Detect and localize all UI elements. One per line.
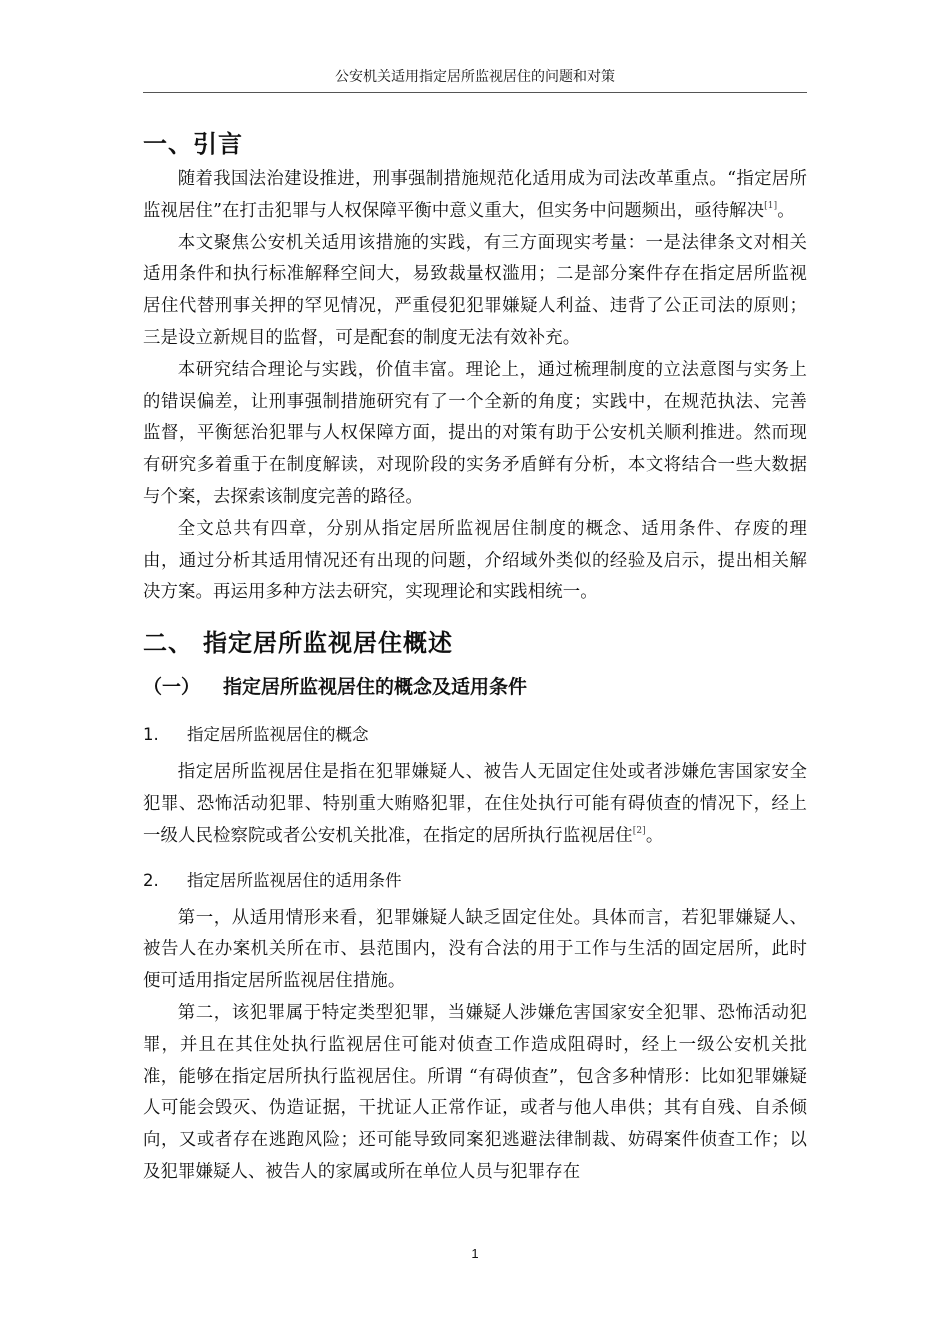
item-heading-concept	[143, 713, 807, 757]
paragraph: 随着我国法治建设推进，刑事强制措施规范化适用成为司法改革重点。“指定居所监视居住”在打击犯罪与人权保障平衡中意义重大，但实务中问题频出，亟待解决[1]。	[143, 169, 807, 221]
paragraph: 本文聚焦公安机关适用该措施的实践，有三方面现实考量：一是法律条文对相关适用条件和执行标准解释空间大，易致裁量权滥用；二是部分案件存在指定居所监视居住代替刑事关押的罕见情况，严重侵犯犯罪嫌疑人利益、违背了公正司法的原则；三是设立新规目的监督，可是配套的制度无法有效补充。	[143, 232, 807, 348]
citation-ref: [1]	[764, 200, 778, 211]
document-body	[143, 124, 807, 1189]
paragraph: 本研究结合理论与实践，价值丰富。理论上，通过梳理制度的立法意图与实务上的错误偏差，让刑事强制措施研究有了一个全新的角度；实践中，在规范执法、完善监督，平衡惩治犯罪与人权保障方面，提出的对策有助于公安机关顺利推进。然而现有研究多着重于在制度解读，对现阶段的实务矛盾鲜有分析，本文将结合一些大数据与个案，去探索该制度完善的路径。	[143, 359, 807, 507]
section-number: 二、	[143, 629, 193, 658]
citation-ref: [2]	[632, 825, 646, 836]
paragraph: 全文总共有四章，分别从指定居所监视居住制度的概念、适用条件、存废的理由，通过分析其适用情况还有出现的问题，介绍域外类似的经验及启示，提出相关解决方案。再运用多种方法去研究，实现理论和实践相统一。	[143, 518, 807, 603]
subsection-heading	[143, 665, 807, 709]
subsection-title: 指定居所监视居住的概念及适用条件	[223, 676, 528, 699]
page-number: 1	[471, 1246, 479, 1261]
paragraph: 第二，该犯罪属于特定类型犯罪，当嫌疑人涉嫌危害国家安全犯罪、恐怖活动犯罪，并且在其住处执行监视居住可能对侦查工作造成阻碍时，经上一级公安机关批准，能够在指定居所执行监视居住。所谓 “有碍侦查”，包含多种情形：比如犯罪嫌疑人可能会毁灭、伪造证据，干扰证人正常作证，或者与他人串供；其有自残、自杀倾向，又或者存在逃跑风险；还可能导致同案犯逃避法律制裁、妨碍案件侦查工作；以及犯罪嫌疑人、被告人的家属或所在单位人员与犯罪存在	[143, 1002, 807, 1182]
section-heading-overview	[143, 623, 807, 663]
paragraph: 指定居所监视居住是指在犯罪嫌疑人、被告人无固定住处或者涉嫌危害国家安全犯罪、恐怖活动犯罪、特别重大贿赂犯罪，在住处执行可能有碍侦查的情况下，经上一级人民检察院或者公安机关批准，在指定的居所执行监视居住[2]。	[143, 762, 807, 846]
item-number: 1.	[143, 725, 159, 745]
subsection-number: （一）	[143, 676, 201, 699]
section-title: 指定居所监视居住概述	[203, 629, 453, 658]
running-header: 公安机关适用指定居所监视居住的问题和对策	[143, 62, 807, 93]
paragraph: 第一，从适用情形来看，犯罪嫌疑人缺乏固定住处。具体而言，若犯罪嫌疑人、被告人在办案机关所在市、县范围内，没有合法的用于工作与生活的固定居所，此时便可适用指定居所监视居住措施。	[143, 907, 807, 992]
item-title: 指定居所监视居住的概念	[187, 725, 369, 745]
item-heading-conditions	[143, 859, 807, 903]
item-title: 指定居所监视居住的适用条件	[187, 870, 402, 890]
section-heading-introduction: 一、引言	[143, 130, 243, 158]
item-number: 2.	[143, 870, 159, 890]
